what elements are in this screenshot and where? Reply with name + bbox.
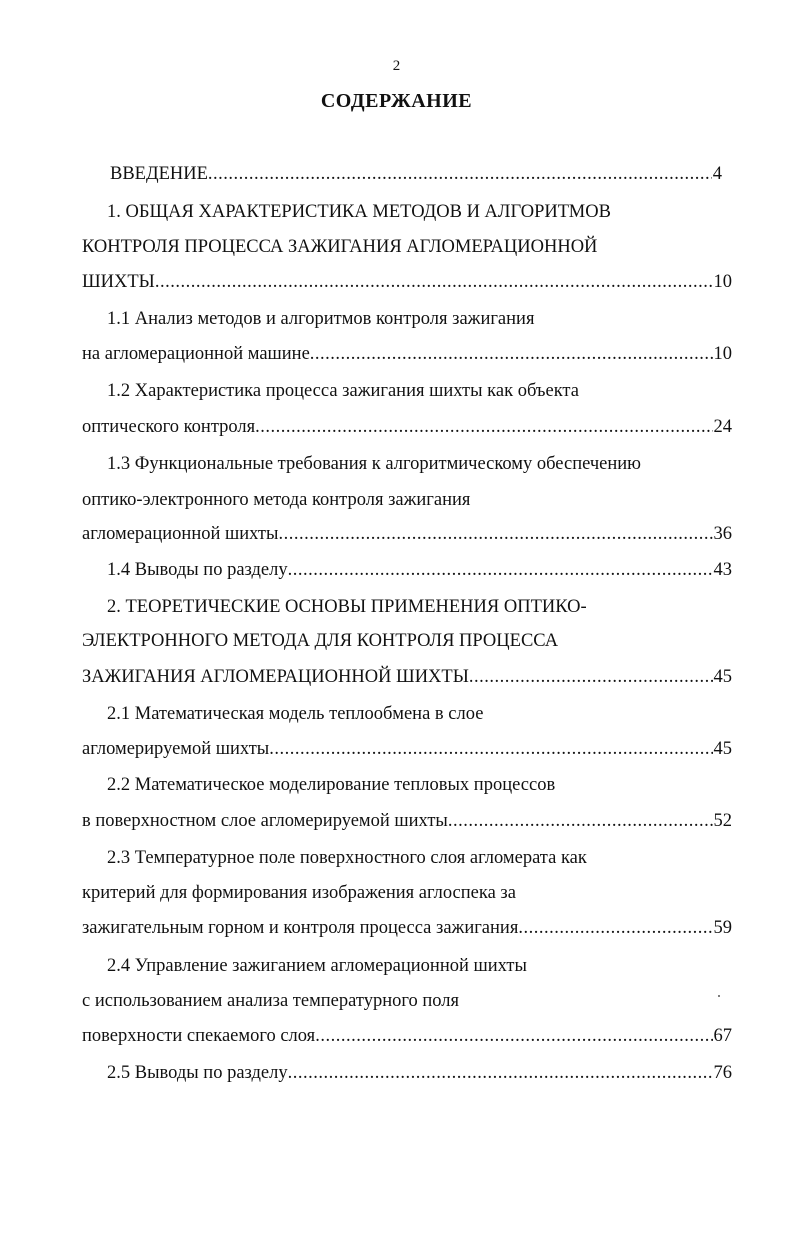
- toc-page-number: 36: [713, 524, 732, 544]
- toc-entry-text: агломерационной шихты: [82, 524, 279, 544]
- toc-entry-section-1-line1: 1. ОБЩАЯ ХАРАКТЕРИСТИКА МЕТОДОВ И АЛГОРИТМОВ: [107, 202, 611, 222]
- dot-leader: [518, 915, 712, 941]
- toc-entry-section-2-line3: [82, 664, 732, 690]
- dot-leader: [208, 161, 712, 187]
- dot-leader: [448, 808, 713, 834]
- toc-entry-section-1-line3: [82, 269, 732, 295]
- dot-leader: [255, 414, 712, 440]
- toc-page-number: 45: [713, 739, 732, 759]
- toc-page-number: 52: [713, 811, 732, 831]
- toc-entry-text: агломерируемой шихты: [82, 739, 270, 759]
- toc-entry-text: на агломерационной машине: [82, 344, 310, 364]
- toc-page-number: 24: [713, 417, 732, 437]
- toc-page-number: 45: [713, 667, 732, 687]
- toc-page-number: 10: [713, 272, 732, 292]
- dot-leader: [315, 1023, 712, 1049]
- toc-entry-1-2-line2: [82, 414, 732, 440]
- dot-leader: [155, 269, 713, 295]
- dot-leader: [288, 557, 713, 583]
- toc-page-number: 76: [713, 1063, 732, 1083]
- toc-entry-2-4-line2: с использованием анализа температурного поля: [82, 991, 460, 1011]
- scan-speck: [718, 995, 720, 997]
- toc-page-number: 43: [713, 560, 732, 580]
- toc-entry-1-1-line2: [82, 341, 732, 367]
- toc-entry-2-1-line1: 2.1 Математическая модель теплообмена в слое: [107, 704, 484, 724]
- toc-entry-2-3-line1: 2.3 Температурное поле поверхностного слоя агломерата как: [107, 848, 587, 868]
- toc-entry-2-2-line2: [82, 808, 732, 834]
- toc-entry-2-2-line1: 2.2 Математическое моделирование тепловых процессов: [107, 775, 556, 795]
- dot-leader: [469, 664, 713, 690]
- dot-leader: [269, 736, 712, 762]
- toc-entry-text: зажигательным горном и контроля процесса зажигания: [82, 918, 519, 938]
- toc-entry-text: ВВЕДЕНИЕ: [110, 164, 208, 184]
- page-title: СОДЕРЖАНИЕ: [320, 90, 473, 112]
- toc-entry-text: оптического контроля: [82, 417, 256, 437]
- toc-entry-1-1-line1: 1.1 Анализ методов и алгоритмов контроля зажигания: [107, 309, 535, 329]
- toc-entry-1-3-line3: [82, 521, 732, 547]
- toc-page-number: 67: [713, 1026, 732, 1046]
- toc-entry-2-3-line3: [82, 915, 732, 941]
- toc-page-number: 59: [713, 918, 732, 938]
- toc-entry-1-4: [107, 557, 732, 583]
- toc-page-number: 10: [713, 344, 732, 364]
- toc-entry-1-2-line1: 1.2 Характеристика процесса зажигания шихты как объекта: [107, 381, 579, 401]
- toc-entry-text: ЗАЖИГАНИЯ АГЛОМЕРАЦИОННОЙ ШИХТЫ: [82, 667, 469, 687]
- toc-entry-text: поверхности спекаемого слоя: [82, 1026, 316, 1046]
- toc-entry-text: 1.4 Выводы по разделу: [107, 560, 288, 580]
- dot-leader: [310, 341, 713, 367]
- toc-entry-introduction: [110, 161, 722, 187]
- toc-entry-2-3-line2: критерий для формирования изображения аглоспека за: [82, 883, 516, 903]
- dot-leader: [288, 1060, 713, 1086]
- toc-entry-1-3-line2: оптико-электронного метода контроля зажигания: [82, 490, 471, 510]
- toc-page-number: 4: [712, 164, 722, 184]
- toc-entry-2-5: [107, 1060, 732, 1086]
- toc-entry-2-1-line2: [82, 736, 732, 762]
- dot-leader: [278, 521, 712, 547]
- toc-entry-text: 2.5 Выводы по разделу: [107, 1063, 288, 1083]
- page-number: 2: [392, 58, 401, 74]
- toc-entry-section-2-line2: ЭЛЕКТРОННОГО МЕТОДА ДЛЯ КОНТРОЛЯ ПРОЦЕССА: [82, 631, 559, 651]
- toc-entry-2-4-line1: 2.4 Управление зажиганием агломерационной шихты: [107, 956, 527, 976]
- toc-entry-section-2-line1: 2. ТЕОРЕТИЧЕСКИЕ ОСНОВЫ ПРИМЕНЕНИЯ ОПТИКО-: [107, 597, 587, 617]
- toc-entry-1-3-line1: 1.3 Функциональные требования к алгоритмическому обеспечению: [107, 454, 641, 474]
- toc-entry-text: в поверхностном слое агломерируемой шихты: [82, 811, 448, 831]
- toc-entry-section-1-line2: КОНТРОЛЯ ПРОЦЕССА ЗАЖИГАНИЯ АГЛОМЕРАЦИОННОЙ: [82, 237, 598, 257]
- toc-entry-text: ШИХТЫ: [82, 272, 155, 292]
- toc-entry-2-4-line3: [82, 1023, 732, 1049]
